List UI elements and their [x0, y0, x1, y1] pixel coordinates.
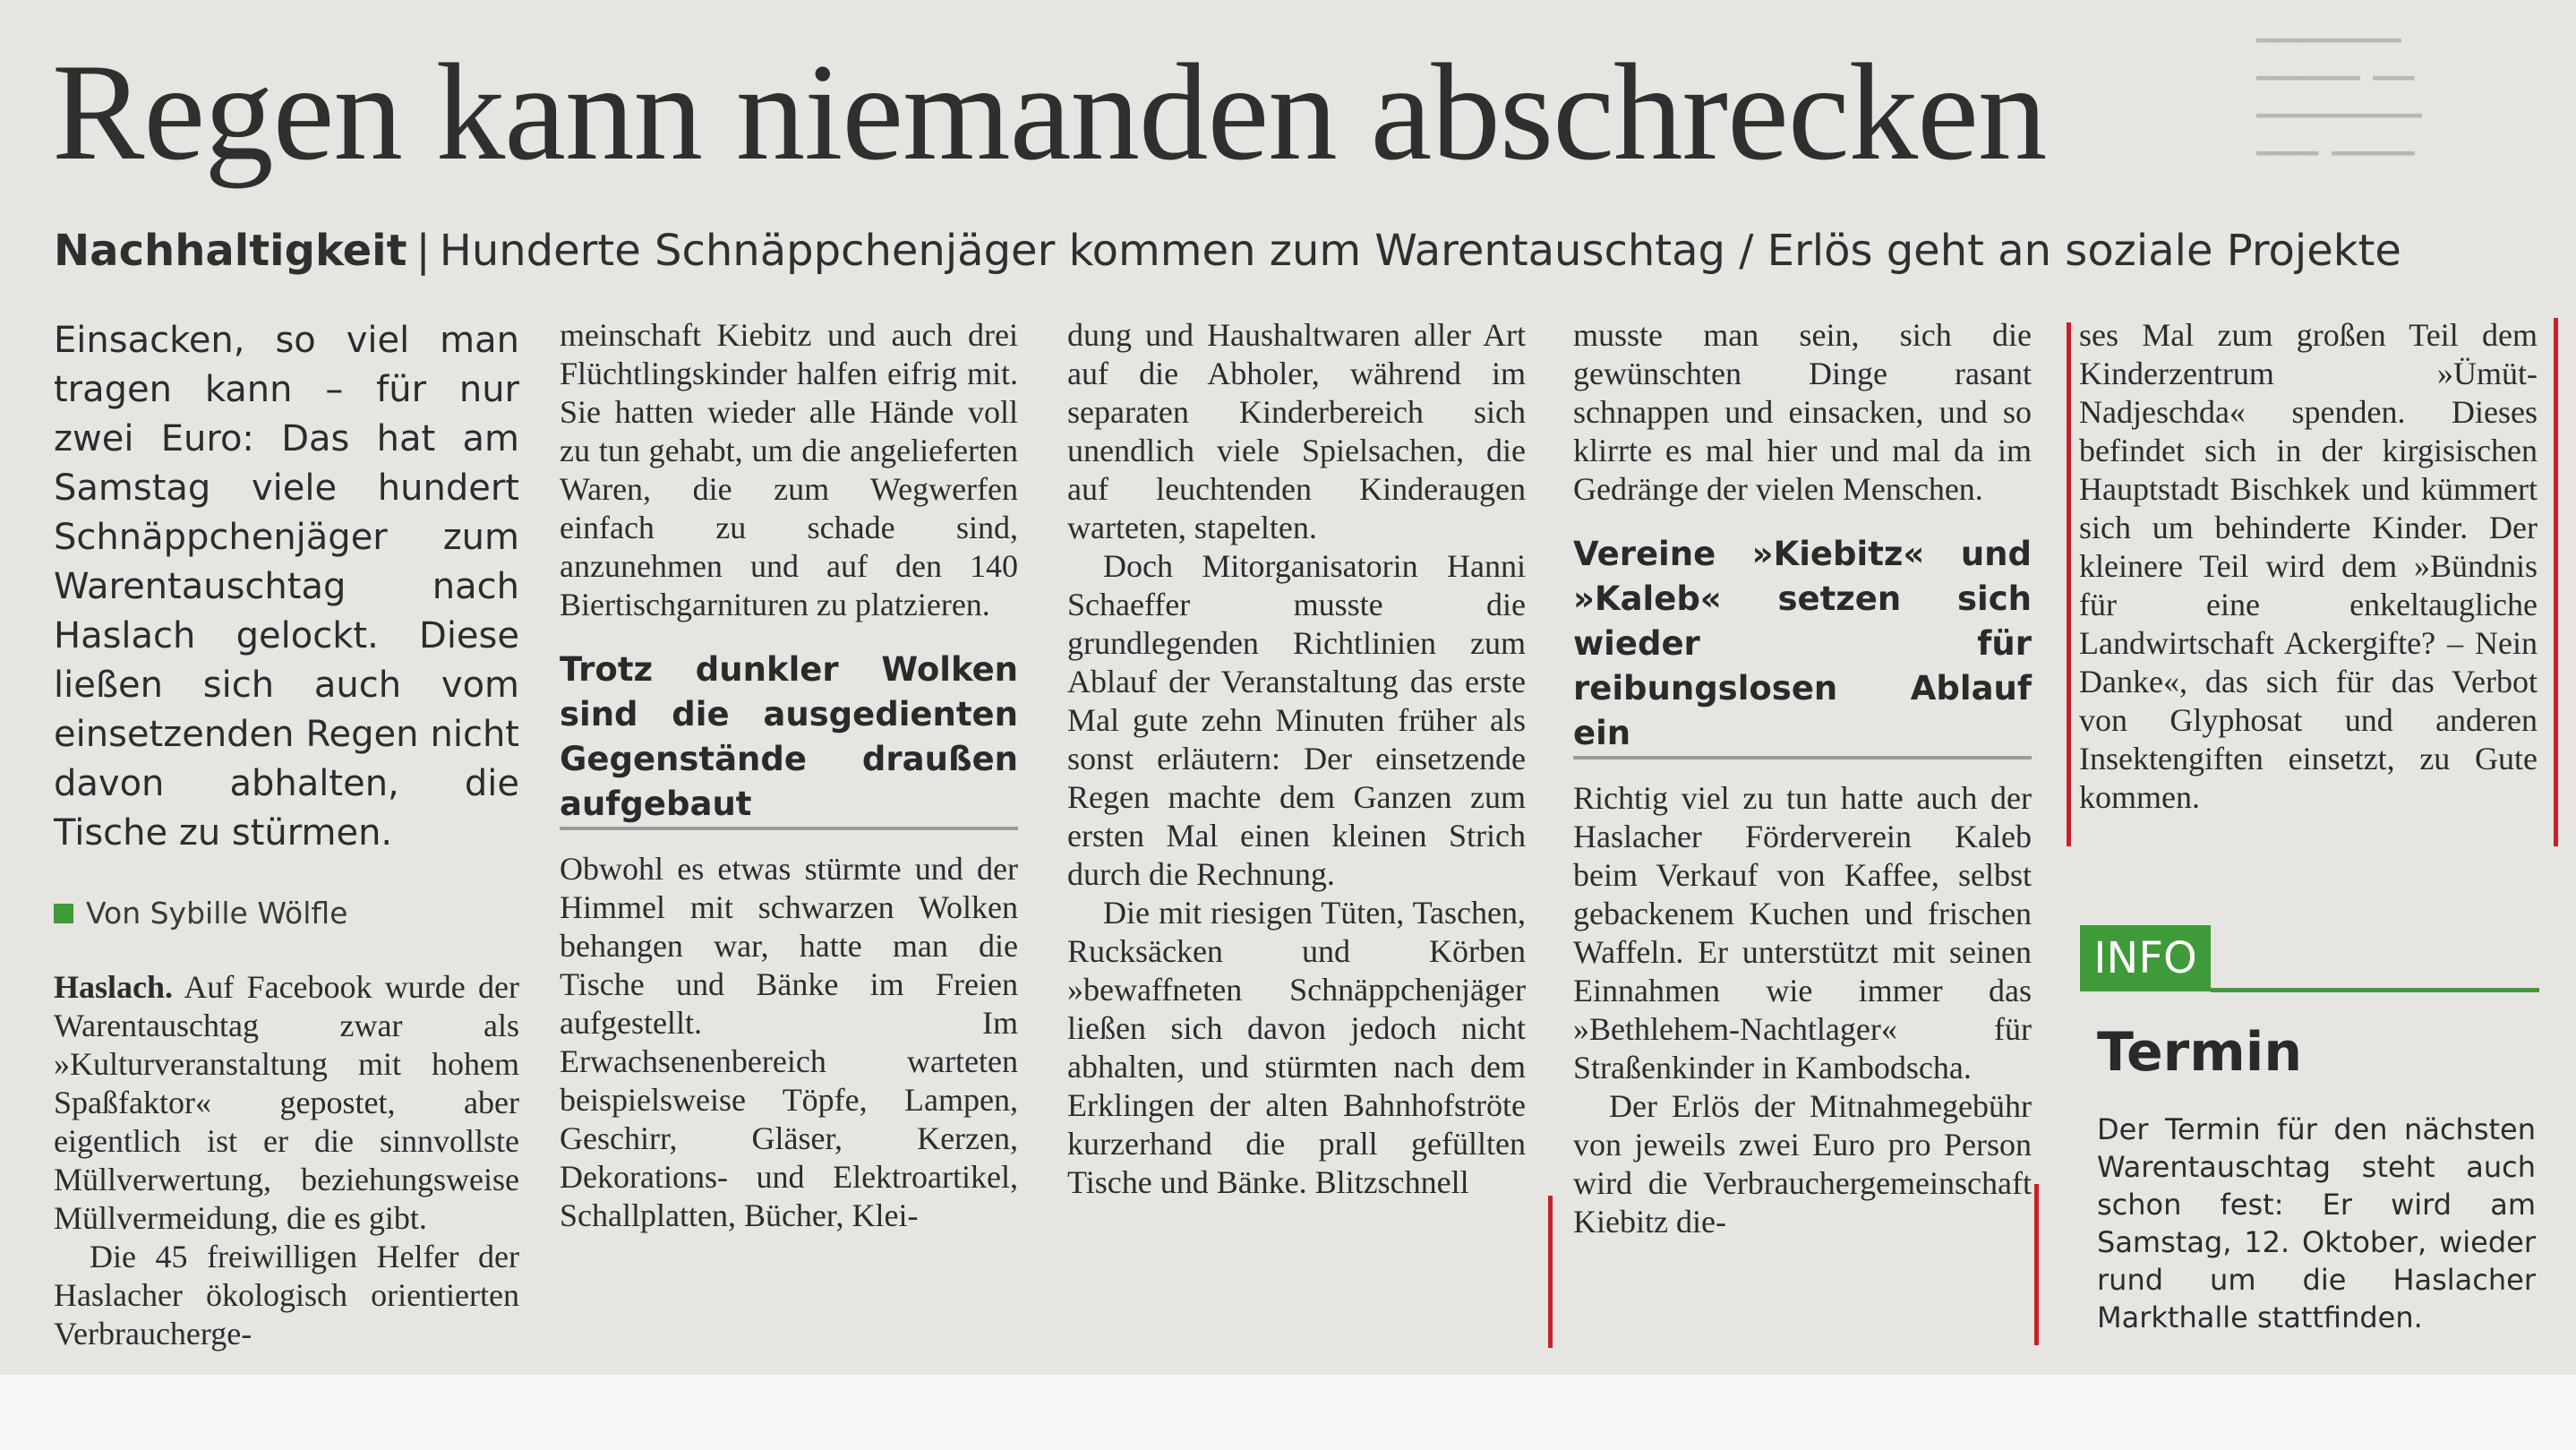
info-box-body: Der Termin für den nächsten Warentauschtag steht auch schon fest: Er wird am Samstag, 12. Oktober, wieder rund um die Haslacher Markthalle stattfinden. — [2097, 1112, 2536, 1334]
scan-margin — [0, 1375, 2576, 1450]
column-2 — [560, 316, 1018, 1235]
paragraph: ses Mal zum großen Teil dem Kinderzentrum »Ümüt-Nadjeschda« spenden. Dieses befindet sich in der kirgisischen Hauptstadt Bischkek und kümmert sich um behinderte Kinder. Der kleinere Teil wird dem »Bündnis für eine enkeltaugliche Landwirtschaft Ackergifte? – Nein Danke«, das sich für das Verbot von Glyphosat und anderen Insektengiften einsetzt, zu Gute kommen. — [2079, 317, 2537, 815]
article-subline — [54, 219, 2543, 282]
red-marker-line — [2034, 1184, 2039, 1345]
column-5 — [2079, 316, 2537, 817]
info-box-title: Termin — [2097, 1021, 2303, 1084]
article-kicker: Nachhaltigkeit — [54, 226, 407, 276]
subheading: Vereine »Kiebitz« und »Kaleb« setzen sich wieder für reibungslosen Ablauf ein — [1573, 535, 2032, 752]
article-headline: Regen kann niemanden abschrecken — [52, 35, 2047, 189]
article-subtitle: Hunderte Schnäppchenjäger kommen zum Warentauschtag / Erlös geht an soziale Projekte — [439, 226, 2401, 276]
paragraph: Der Erlös der Mitnahmegebühr von jeweils zwei Euro pro Person wird die Verbrauchergemeinschaft Kiebitz die- — [1573, 1088, 2032, 1240]
paragraph-text: Auf Facebook wurde der Warentauschtag zwar als »Kulturveranstaltung mit hohem Spaßfaktor« gepostet, aber eigentlich ist er die sinnvollste Müllverwertung, beziehungsweise Müllvermeidung, die es gibt. — [54, 969, 520, 1236]
byline-square-icon — [54, 904, 73, 923]
dateline: Haslach. — [54, 969, 174, 1005]
paragraph: Obwohl es etwas stürmte und der Himmel mit schwarzen Wolken behangen war, hatte man die Tische und Bänke im Freien aufgestellt. Im Erwachsenenbereich warteten beispielsweise Töpfe, Lampen, Geschirr, Gläser, Kerzen, Dekorations- und Elektroartikel, Schallplatten, Bücher, Klei- — [560, 851, 1018, 1233]
paragraph: musste man sein, sich die gewünschten Dinge rasant schnappen und einsacken, und so klirrte es mal hier und mal da im Gedränge der vielen Menschen. — [1573, 317, 2032, 507]
paragraph: meinschaft Kiebitz und auch drei Flüchtlingskinder halfen eifrig mit. Sie hatten wieder alle Hände voll zu tun gehabt, um die angelieferten Waren, die zum Wegwerfen einfach zu schade sind, anzunehmen und auf den 140 Biertischgarnituren zu platzieren. — [560, 317, 1018, 622]
red-marker-line — [2067, 322, 2071, 846]
column-4 — [1573, 316, 2032, 1241]
info-badge: INFO — [2080, 925, 2211, 991]
subheading-rule — [1573, 756, 2032, 759]
kicker-separator: | — [415, 226, 431, 276]
paragraph: Doch Mitorganisatorin Hanni Schaeffer musste die grundlegenden Richtlinien zum Ablauf der Veranstaltung das erste Mal gute zehn Minuten früher als sonst erläutern: Der einsetzende Regen machte dem Ganzen zum ersten Mal einen kleinen Strich durch die Rechnung. — [1067, 548, 1526, 892]
author-byline — [54, 894, 519, 932]
paragraph: Richtig viel zu tun hatte auch der Haslacher Förderverein Kaleb beim Verkauf von Kaffee, selbst gebackenem Kuchen und frischen Waffeln. Er unterstützt mit seinen Einnahmen wie immer das »Bethlehem-Nachtlager« für Straßenkinder in Kambodscha. — [1573, 780, 2032, 1085]
article-lead: Einsacken, so viel man tragen kann – für nur zwei Euro: Das hat am Samstag viele hundert Schnäppchenjäger zum Warentauschtag nach Haslach gelockt. Diese ließen sich auch vom einsetzenden Regen nicht davon abhalten, die Tische zu stürmen. — [54, 320, 519, 854]
author-name: Von Sybille Wölfle — [86, 896, 348, 931]
red-marker-line — [2554, 318, 2558, 846]
subheading: Trotz dunkler Wolken sind die ausgedienten Gegenstände draußen aufgebaut — [560, 650, 1018, 823]
column-1 — [54, 316, 519, 1353]
paragraph: Die mit riesigen Tüten, Taschen, Rucksäcken und Körben »bewaffneten Schnäppchenjäger ließen sich davon jedoch nicht abhalten, und stürmten nach dem Erklingen der alten Bahnhofströte kurzerhand die prall gefüllten Tische und Bänke. Blitzschnell — [1067, 895, 1526, 1200]
column-3 — [1067, 316, 1526, 1202]
subheading-rule — [560, 827, 1018, 830]
red-marker-line — [1548, 1196, 1553, 1348]
info-badge-rule — [2211, 988, 2539, 992]
paragraph — [54, 968, 519, 1238]
paragraph: dung und Haushaltwaren aller Art auf die Abholer, während im separaten Kinderbereich sich unendlich viele Spielsachen, die auf leuchtenden Kinderaugen warteten, stapelten. — [1067, 317, 1526, 545]
paragraph: Die 45 freiwilligen Helfer der Haslacher ökologisch orientierten Verbraucherge- — [54, 1239, 519, 1351]
print-bleed-through: ▁▁▁▁▁▁▁ ▁▁▁▁▁ ▁▁ ▁▁▁▁▁▁▁▁ ▁▁▁ ▁▁▁▁ — [2256, 13, 2422, 155]
